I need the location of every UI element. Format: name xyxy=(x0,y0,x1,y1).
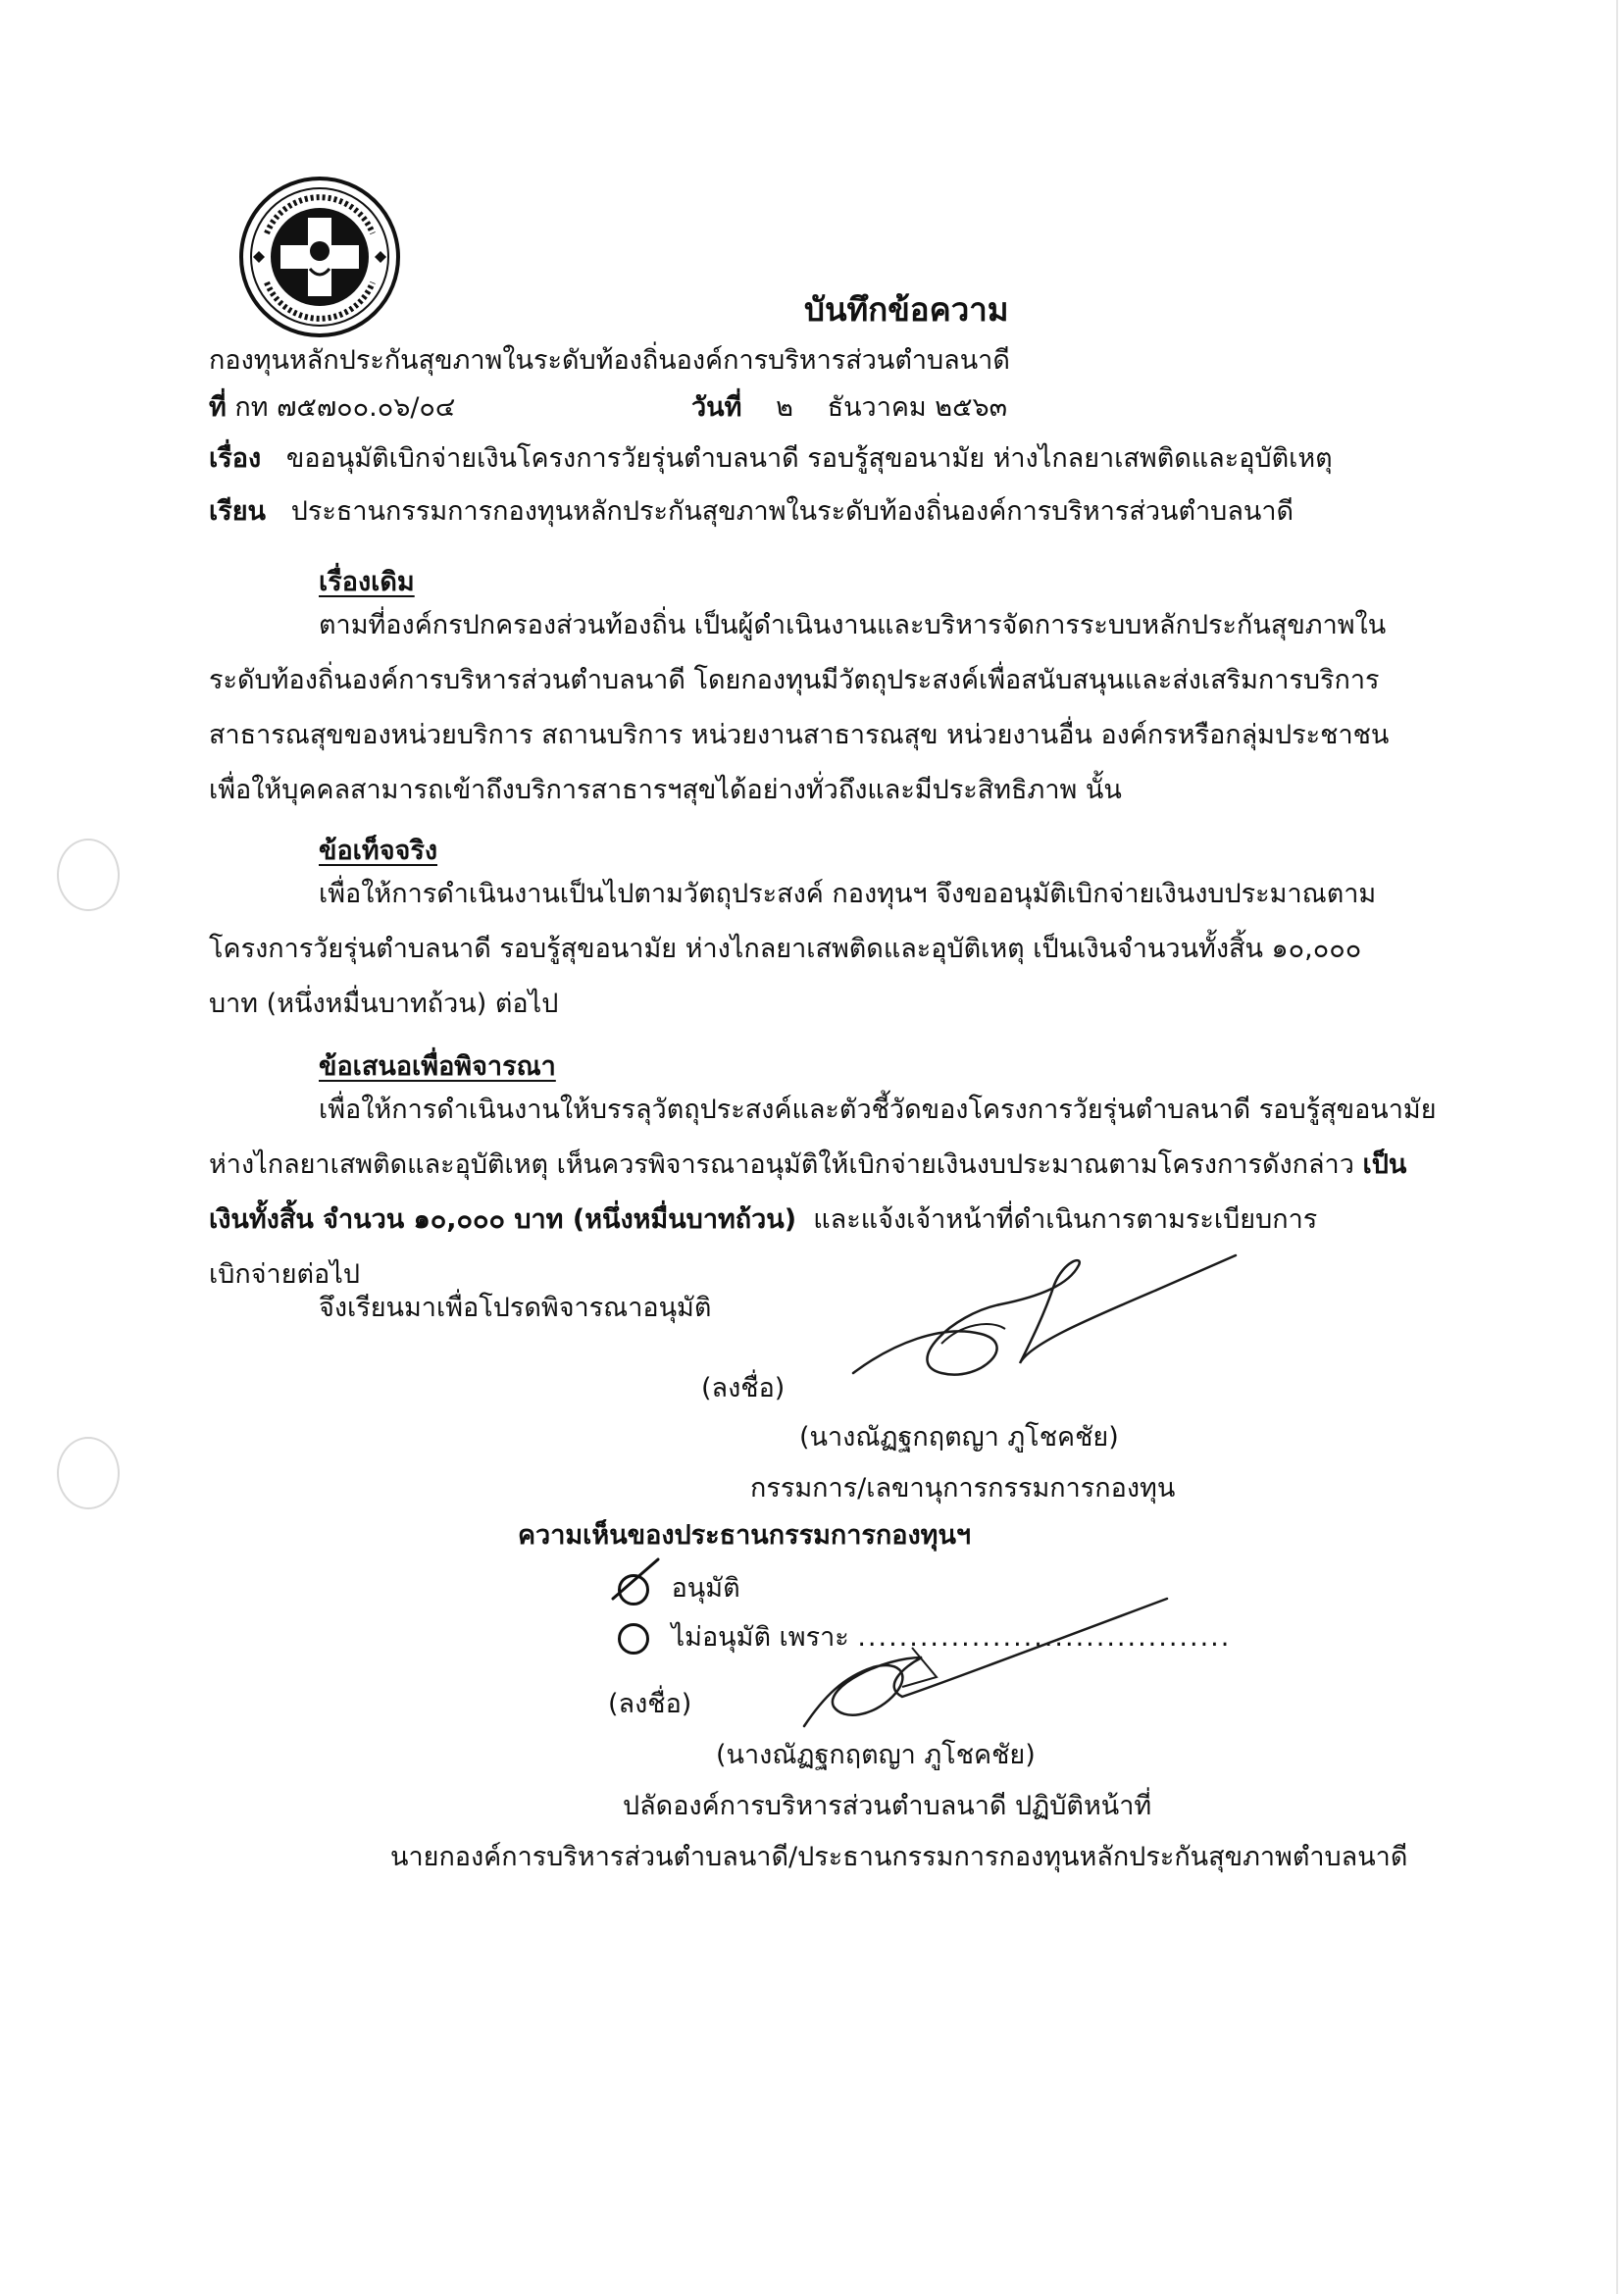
proposal-line-bold: เป็น xyxy=(1362,1149,1407,1180)
subject-value: ขออนุมัติเบิกจ่ายเงินโครงการวัยรุ่นตำบลนาดี รอบรู้สุขอนามัย ห่างไกลยาเสพติดและอุบัติเหตุ xyxy=(285,443,1333,474)
date-month-year: ธันวาคม ๒๕๖๓ xyxy=(827,392,1008,423)
proposal-line xyxy=(209,1193,1437,1248)
to-row xyxy=(209,496,1294,528)
handwritten-signature-icon xyxy=(834,1226,1245,1402)
signature2-name: (นางณัฏฐกฤตญา ภูโชคชัย) xyxy=(716,1740,1036,1770)
option-approve xyxy=(618,1573,740,1606)
option-approve-label: อนุมัติ xyxy=(671,1573,740,1604)
signature1-position: กรรมการ/เลขานุการกรรมการกองทุน xyxy=(750,1473,1176,1504)
approve-radio-checked-icon xyxy=(618,1574,649,1606)
facts-line: โครงการวัยรุ่นตำบลนาดี รอบรู้สุขอนามัย ห่างไกลยาเสพติดและอุบัติเหตุ เป็นเงินจำนวนทั้งสิ้น ๑๐,๐๐๐ xyxy=(209,934,1362,964)
facts-heading: ข้อเท็จจริง xyxy=(319,836,438,866)
proposal-line: เบิกจ่ายต่อไป xyxy=(209,1259,360,1290)
proposal-line xyxy=(209,1138,1437,1193)
background-line: สาธารณสุขของหน่วยบริการ สถานบริการ หน่วยงานสาธารณสุข หน่วยงานอื่น องค์กรหรือกลุ่มประชาชน xyxy=(209,720,1390,750)
date-day: ๒ xyxy=(776,392,793,423)
punch-hole-mark xyxy=(57,1437,120,1509)
option-reject-label: ไม่อนุมัติ เพราะ xyxy=(671,1622,849,1653)
scan-edge-line xyxy=(1616,0,1618,2294)
signature2-position1: ปลัดองค์การบริหารส่วนตำบลนาดี ปฏิบัติหน้าที่ xyxy=(623,1791,1152,1821)
signature1-name: (นางณัฏฐกฤตญา ภูโชคชัย) xyxy=(799,1422,1119,1453)
facts-line: เพื่อให้การดำเนินงานเป็นไปตามวัตถุประสงค์ กองทุนฯ จึงขออนุมัติเบิกจ่ายเงินงบประมาณตาม xyxy=(319,879,1377,909)
subject-row xyxy=(209,443,1333,475)
agency-name: กองทุนหลักประกันสุขภาพในระดับท้องถิ่นองค์การบริหารส่วนตำบลนาดี xyxy=(209,345,1010,376)
facts-line: บาท (หนึ่งหมื่นบาทถ้วน) ต่อไป xyxy=(209,989,559,1019)
to-label: เรียน xyxy=(209,496,267,527)
handwritten-signature-icon xyxy=(765,1589,1177,1746)
proposal-paragraph xyxy=(209,1083,1437,1302)
background-heading: เรื่องเดิม xyxy=(319,567,415,597)
signature1-label: (ลงชื่อ) xyxy=(701,1373,786,1403)
memo-title: บันทึกข้อความ xyxy=(804,290,1009,329)
closing-line: จึงเรียนมาเพื่อโปรดพิจารณาอนุมัติ xyxy=(319,1293,712,1323)
proposal-line-text: ห่างไกลยาเสพติดและอุบัติเหตุ เห็นควรพิจารณาอนุมัติให้เบิกจ่ายเงินงบประมาณตามโครงการดังกล่าว xyxy=(209,1149,1354,1180)
background-line: เพื่อให้บุคคลสามารถเข้าถึงบริการสาธารฯสุขได้อย่างทั่วถึงและมีประสิทธิภาพ นั้น xyxy=(209,775,1122,805)
background-line: ตามที่องค์กรปกครองส่วนท้องถิ่น เป็นผู้ดำเนินงานและบริหารจัดการระบบหลักประกันสุขภาพใน xyxy=(319,610,1387,640)
doc-number-value: กท ๗๕๗๐๐.๐๖/๐๔ xyxy=(234,392,456,423)
signature2-position2: นายกองค์การบริหารส่วนตำบลนาดี/ประธานกรรมการกองทุนหลักประกันสุขภาพตำบลนาดี xyxy=(390,1842,1408,1872)
punch-hole-mark xyxy=(57,839,120,911)
facts-paragraph xyxy=(209,867,1376,1032)
to-value: ประธานกรรมการกองทุนหลักประกันสุขภาพในระดับท้องถิ่นองค์การบริหารส่วนตำบลนาดี xyxy=(290,496,1294,527)
signature2-label: (ลงชื่อ) xyxy=(608,1689,692,1719)
proposal-heading: ข้อเสนอเพื่อพิจารณา xyxy=(319,1051,556,1082)
date-label: วันที่ xyxy=(691,392,742,423)
background-line: ระดับท้องถิ่นองค์การบริหารส่วนตำบลนาดี โดยกองทุนมีวัตถุประสงค์เพื่อสนับสนุนและส่งเสริมการบริการ xyxy=(209,665,1380,695)
reject-reason-dots: .................................... xyxy=(857,1622,1232,1653)
proposal-amount-bold: เงินทั้งสิ้น จำนวน ๑๐,๐๐๐ บาท (หนึ่งหมื่นบาทถ้วน) xyxy=(209,1204,797,1235)
background-paragraph xyxy=(209,598,1389,818)
doc-number-label: ที่ xyxy=(209,392,227,423)
doc-number-row xyxy=(209,392,455,424)
opinion-heading: ความเห็นของประธานกรรมการกองทุนฯ xyxy=(518,1520,972,1551)
fund-seal-icon xyxy=(237,175,402,339)
proposal-line-text: และแจ้งเจ้าหน้าที่ดำเนินการตามระเบียบการ xyxy=(813,1204,1318,1235)
subject-label: เรื่อง xyxy=(209,443,262,474)
reject-radio-icon xyxy=(618,1623,649,1655)
proposal-line: เพื่อให้การดำเนินงานให้บรรลุวัตถุประสงค์และตัวชี้วัดของโครงการวัยรุ่นตำบลนาดี รอบรู้สุขอนามัย xyxy=(319,1095,1437,1125)
date-row xyxy=(691,392,1007,424)
